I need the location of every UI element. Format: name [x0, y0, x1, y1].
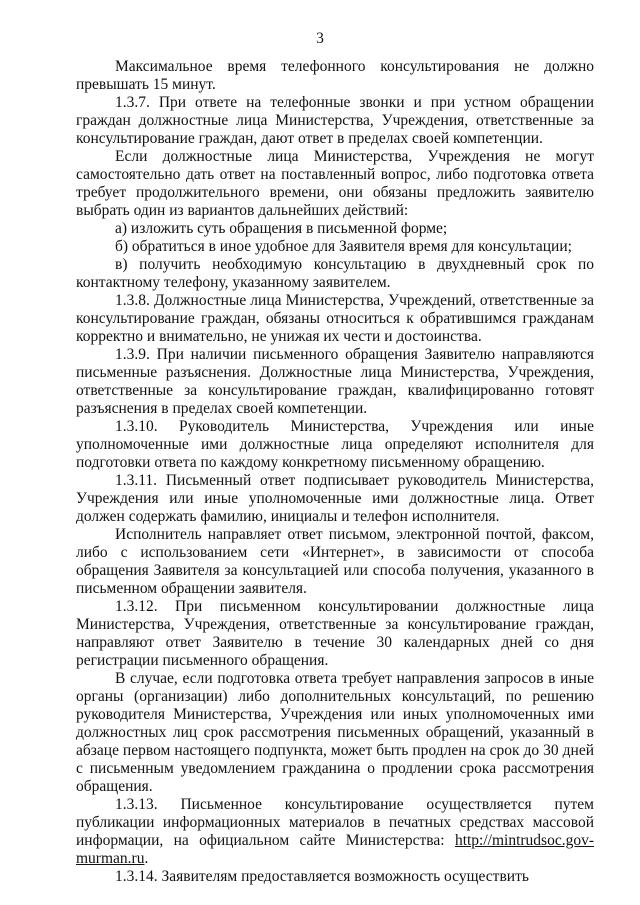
- paragraph-text: 1.3.7. При ответе на телефонные звонки и при устном обращении граждан должностные лица Министерства, Учреждения, ответственные за консультирование граждан, дают ответ в пределах своей компетенции.: [76, 94, 594, 147]
- paragraph-text: Максимальное время телефонного консультирования не должно превышать 15 минут.: [76, 58, 594, 93]
- paragraph-7: [76, 292, 594, 346]
- paragraph-6: [76, 256, 594, 292]
- paragraph-text: 1.3.13. Письменное консультирование осуществляется путем публикации информационных материалов в печатных средствах массовой информации, на официальном сайте Министерства:: [76, 796, 594, 849]
- paragraph-9: [76, 418, 594, 472]
- paragraph-13: [76, 670, 594, 796]
- paragraph-5: [76, 238, 594, 256]
- paragraph-text: 1.3.14. Заявителям предоставляется возможность осуществить: [115, 868, 529, 885]
- paragraph-text: Если должностные лица Министерства, Учреждения не могут самостоятельно дать ответ на поставленный вопрос, либо подготовка ответа требует продолжительного времени, они обязаны предложить заявителю выбрать один из вариантов дальнейших действий:: [76, 148, 594, 219]
- paragraph-text: 1.3.11. Письменный ответ подписывает руководитель Министерства, Учреждения или иные уполномоченные ими должностные лица. Ответ должен содержать фамилию, инициалы и телефон исполнителя.: [76, 472, 594, 525]
- paragraph-text: 1.3.10. Руководитель Министерства, Учреждения или иные уполномоченные ими должностные лица определяют исполнителя для подготовки ответа по каждому конкретному письменному обращению.: [76, 418, 594, 471]
- paragraph-text: б) обратиться в иное удобное для Заявителя время для консультации;: [115, 238, 572, 255]
- paragraph-8: [76, 346, 594, 418]
- paragraph-10: [76, 472, 594, 526]
- paragraph-4: [76, 220, 594, 238]
- paragraph-text: 1.3.8. Должностные лица Министерства, Учреждений, ответственные за консультирование граждан, обязаны относиться к обратившимся гражданам корректно и внимательно, не унижая их чести и достоинства.: [76, 292, 594, 345]
- paragraph-text: В случае, если подготовка ответа требует направления запросов в иные органы (организации) либо дополнительных консультаций, по решению руководителя Министерства, Учреждения или иных уполномоченных ими должностных лиц срок рассмотрения письменных обращений, указанный в абзаце первом настоящего подпункта, может быть продлен на срок до 30 дней с письменным уведомлением гражданина о продлении срока рассмотрения обращения.: [76, 670, 594, 795]
- paragraph-text: а) изложить суть обращения в письменной форме;: [115, 220, 448, 237]
- ministry-website-link[interactable]: http://mintrudsoc.gov-murman.ru: [76, 832, 594, 867]
- paragraph-text: 1.3.12. При письменном консультировании должностные лица Министерства, Учреждения, ответственные за консультирование граждан, направляют ответ Заявителю в течение 30 календарных дней со дня регистрации письменного обращения.: [76, 598, 594, 669]
- paragraph-text-end: .: [144, 850, 149, 867]
- paragraph-3: [76, 148, 594, 220]
- paragraph-text: Исполнитель направляет ответ письмом, электронной почтой, факсом, либо с использованием сети «Интернет», в зависимости от способа обращения Заявителя за консультацией или способа получения, указанного в письменном обращении заявителя.: [76, 526, 594, 597]
- paragraph-2: [76, 94, 594, 148]
- paragraph-1: [76, 58, 594, 94]
- paragraph-14: [76, 796, 594, 868]
- paragraph-11: [76, 526, 594, 598]
- page-number: 3: [316, 30, 324, 47]
- paragraph-text: в) получить необходимую консультацию в двухдневный срок по контактному телефону, указанному заявителем.: [76, 256, 594, 291]
- paragraph-15: [76, 868, 594, 886]
- document-body: [76, 58, 594, 886]
- paragraph-text: 1.3.9. При наличии письменного обращения Заявителю направляются письменные разъяснения. Должностные лица Министерства, Учреждения, ответственные за консультирование граждан, квалифицированно готовят разъяснения в пределах своей компетенции.: [76, 346, 594, 417]
- paragraph-12: [76, 598, 594, 670]
